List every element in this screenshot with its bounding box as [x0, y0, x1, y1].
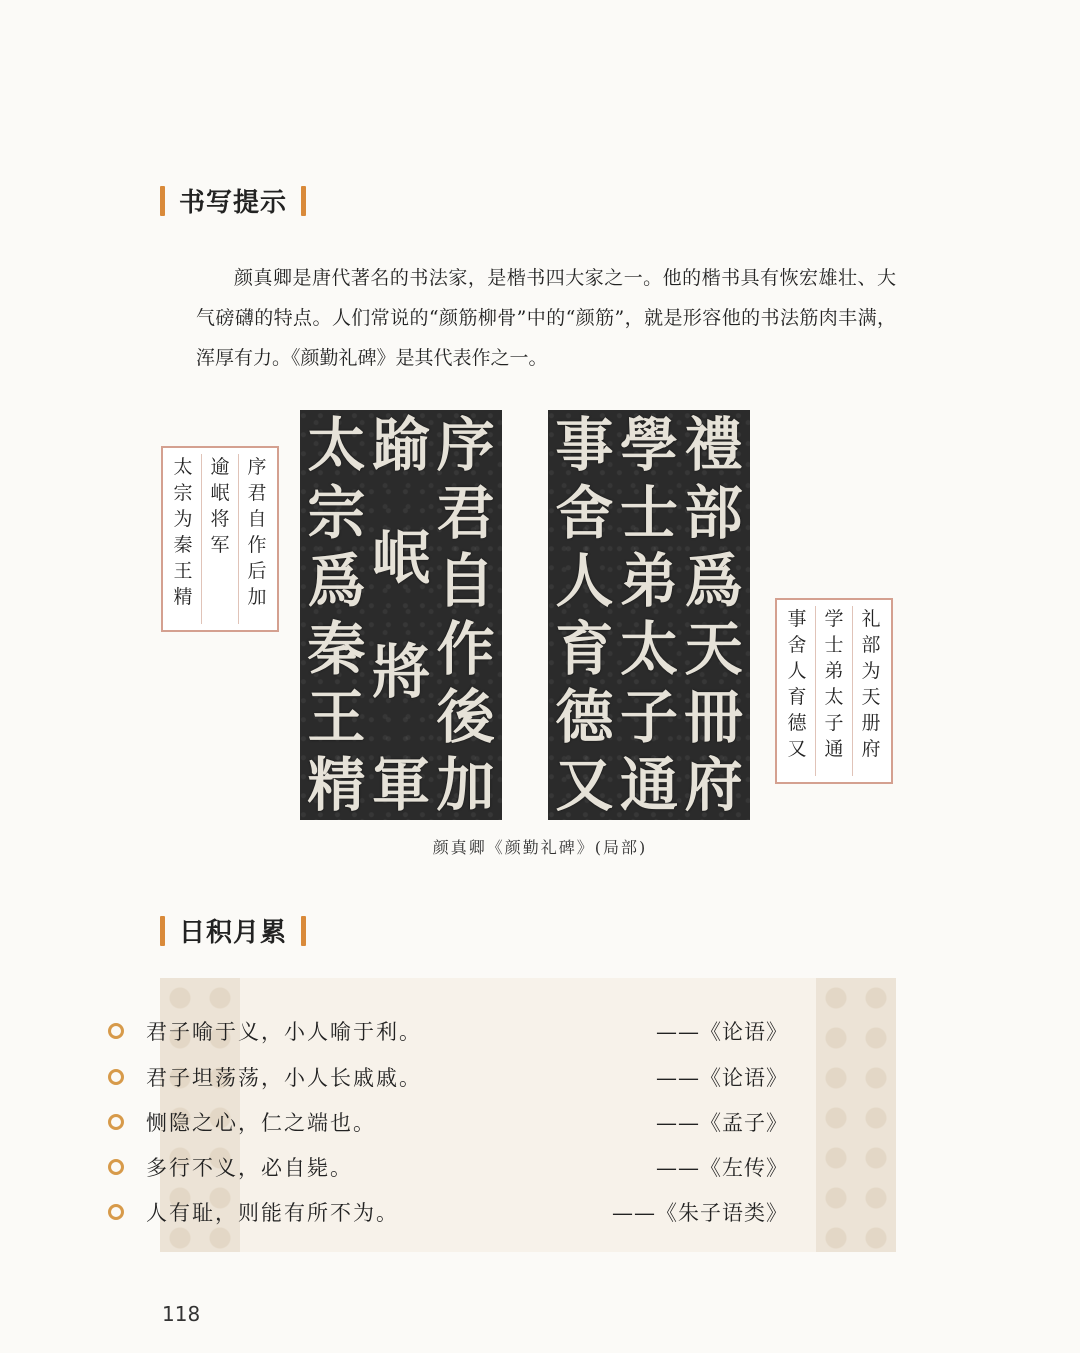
- transcription-character: 礼: [861, 608, 881, 630]
- transcription-character: 府: [861, 738, 881, 760]
- transcription-character: 为: [173, 508, 193, 530]
- page-number: 118: [162, 1302, 201, 1326]
- rubbing-column: [436, 411, 495, 819]
- rubbing-character: 太: [307, 411, 366, 479]
- rubbing-character: 作: [436, 615, 495, 683]
- rubbing-image-left: [300, 410, 502, 820]
- transcription-box-left: [161, 446, 279, 632]
- transcription-character: 秦: [173, 534, 193, 556]
- rubbing-character: 後: [436, 683, 495, 751]
- quote-item: [108, 1152, 788, 1182]
- rubbing-character: 通: [619, 751, 678, 819]
- rubbing-character: 宗: [307, 479, 366, 547]
- section-title-daily-accumulation: [160, 912, 306, 949]
- title-bar-right: [301, 916, 306, 946]
- transcription-character: 弟: [824, 660, 844, 682]
- bullet-circle-icon: [108, 1204, 124, 1220]
- transcription-character: 序: [247, 456, 267, 478]
- transcription-character: 军: [210, 534, 230, 556]
- rubbing-character: 自: [436, 547, 495, 615]
- transcription-character: 王: [173, 560, 193, 582]
- transcription-character: 加: [247, 586, 267, 608]
- section-title-text: 书写提示: [179, 188, 288, 218]
- transcription-character: 岷: [210, 482, 230, 504]
- rubbing-character: 府: [684, 751, 743, 819]
- rubbing-character: 岷: [371, 524, 430, 593]
- figure-caption: 颜真卿《颜勤礼碑》(局部): [432, 838, 648, 857]
- transcription-character: 太: [173, 456, 193, 478]
- quote-source: ——《论语》: [656, 1066, 788, 1090]
- transcription-character: 作: [247, 534, 267, 556]
- rubbing-character: 天: [684, 615, 743, 683]
- quote-item: [108, 1107, 788, 1137]
- rubbing-character: 學: [619, 411, 678, 479]
- rubbing-character: 士: [619, 479, 678, 547]
- title-bar-right: [301, 186, 306, 216]
- pattern-decoration-right: [816, 978, 896, 1252]
- transcription-column: [853, 606, 889, 776]
- rubbing-character: 弟: [619, 547, 678, 615]
- transcription-character: 自: [247, 508, 267, 530]
- quote-source: ——《孟子》: [656, 1111, 788, 1135]
- transcription-character: 人: [787, 660, 807, 682]
- rubbing-character: 精: [307, 751, 366, 819]
- transcription-character: 又: [787, 738, 807, 760]
- transcription-character: 君: [247, 482, 267, 504]
- quote-text: 恻隐之心，仁之端也。: [146, 1111, 376, 1135]
- rubbing-character: 王: [307, 683, 366, 751]
- transcription-character: 部: [861, 634, 881, 656]
- intro-paragraph: 颜真卿是唐代著名的书法家，是楷书四大家之一。他的楷书具有恢宏雄壮、大气磅礴的特点。人们常说的“颜筋柳骨”中的“颜筋”，就是形容他的书法筋肉丰满，浑厚有力。《颜勤礼碑》是其代表作之一。: [196, 267, 896, 369]
- rubbing-image-right: [548, 410, 750, 820]
- transcription-character: 后: [247, 560, 267, 582]
- title-bar-left: [160, 916, 165, 946]
- rubbing-character: 舍: [555, 479, 614, 547]
- transcription-character: 德: [787, 712, 807, 734]
- rubbing-character: 冊: [684, 683, 743, 751]
- rubbing-character: 加: [436, 751, 495, 819]
- rubbing-character: 秦: [307, 615, 366, 683]
- rubbing-character: 人: [555, 547, 614, 615]
- bullet-circle-icon: [108, 1159, 124, 1175]
- section-title-writing-tips: [160, 182, 306, 219]
- transcription-character: 事: [787, 608, 807, 630]
- section-title-text: 日积月累: [179, 918, 288, 948]
- transcription-character: 逾: [210, 456, 230, 478]
- transcription-character: 宗: [173, 482, 193, 504]
- transcription-column: [779, 606, 816, 776]
- transcription-column: [239, 454, 275, 624]
- rubbing-character: 將: [371, 637, 430, 706]
- rubbing-column: [619, 411, 678, 819]
- transcription-character: 册: [861, 712, 881, 734]
- transcription-character: 天: [861, 686, 881, 708]
- quote-source: ——《左传》: [656, 1156, 788, 1180]
- transcription-character: 太: [824, 686, 844, 708]
- rubbing-character: 踰: [371, 411, 430, 479]
- quote-item: [108, 1197, 788, 1227]
- rubbing-character: 軍: [371, 750, 430, 819]
- rubbing-column: [371, 411, 430, 819]
- rubbing-character: 事: [555, 411, 614, 479]
- quote-text: 君子喻于义，小人喻于利。: [146, 1020, 422, 1044]
- quote-source: ——《论语》: [656, 1020, 788, 1044]
- rubbing-character: 德: [555, 683, 614, 751]
- quote-text: 多行不义，必自毙。: [146, 1156, 353, 1180]
- transcription-character: 为: [861, 660, 881, 682]
- rubbing-character: 序: [436, 411, 495, 479]
- transcription-column: [202, 454, 239, 624]
- transcription-character: 学: [824, 608, 844, 630]
- quote-item: [108, 1016, 788, 1046]
- rubbing-character: 爲: [307, 547, 366, 615]
- bullet-circle-icon: [108, 1069, 124, 1085]
- quote-text: 人有耻，则能有所不为。: [146, 1201, 399, 1225]
- transcription-character: 育: [787, 686, 807, 708]
- transcription-character: 舍: [787, 634, 807, 656]
- transcription-column: [165, 454, 202, 624]
- rubbing-column: [555, 411, 614, 819]
- rubbing-column: [307, 411, 366, 819]
- transcription-column: [816, 606, 853, 776]
- rubbing-character: 子: [619, 683, 678, 751]
- transcription-character: 子: [824, 712, 844, 734]
- rubbing-character: 又: [555, 751, 614, 819]
- rubbing-character: 部: [684, 479, 743, 547]
- rubbing-character: 爲: [684, 547, 743, 615]
- bullet-circle-icon: [108, 1114, 124, 1130]
- quote-source: ——《朱子语类》: [612, 1201, 788, 1225]
- quote-item: [108, 1062, 788, 1092]
- rubbing-character: 禮: [684, 411, 743, 479]
- quote-text: 君子坦荡荡，小人长戚戚。: [146, 1066, 422, 1090]
- transcription-character: 将: [210, 508, 230, 530]
- rubbing-character: 育: [555, 615, 614, 683]
- transcription-box-right: [775, 598, 893, 784]
- rubbing-character: 君: [436, 479, 495, 547]
- bullet-circle-icon: [108, 1023, 124, 1039]
- transcription-character: 精: [173, 586, 193, 608]
- rubbing-character: 太: [619, 615, 678, 683]
- title-bar-left: [160, 186, 165, 216]
- transcription-character: 通: [824, 738, 844, 760]
- transcription-character: 士: [824, 634, 844, 656]
- rubbing-column: [684, 411, 743, 819]
